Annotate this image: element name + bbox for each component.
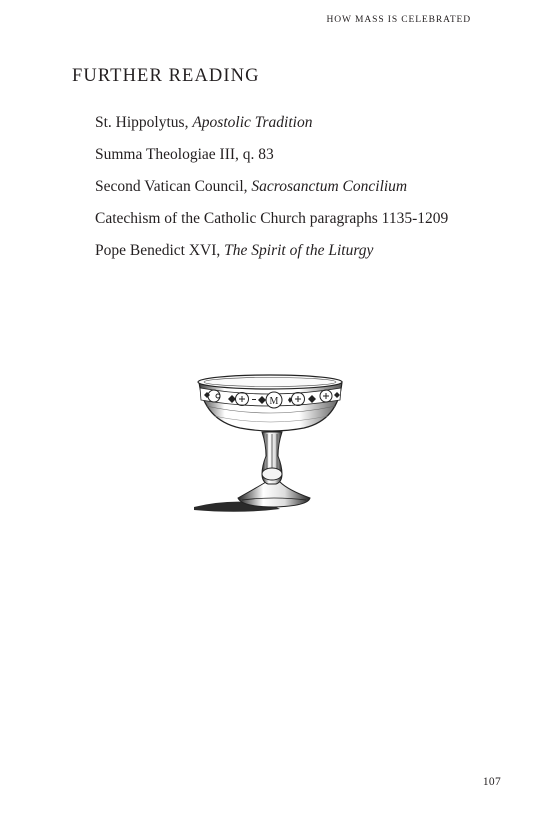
reading-item-hippolytus: St. Hippolytus, Apostolic Tradition [95,114,313,131]
reading-item-benedict: Pope Benedict XVI, The Spirit of the Liturgy [95,242,374,259]
section-title: FURTHER READING [72,66,260,86]
reading-item-summa: Summa Theologiae III, q. 83 [95,146,274,163]
running-head: HOW MASS IS CELEBRATED [326,15,471,25]
chalice-icon [190,370,350,520]
reading-item-catechism: Catechism of the Catholic Church paragraphs 1135-1209 [95,210,449,227]
svg-text:M: M [269,396,279,407]
further-reading-list [95,107,448,267]
page-number: 107 [482,776,501,788]
reading-item-vatican-council: Second Vatican Council, Sacrosanctum Concilium [95,178,408,195]
